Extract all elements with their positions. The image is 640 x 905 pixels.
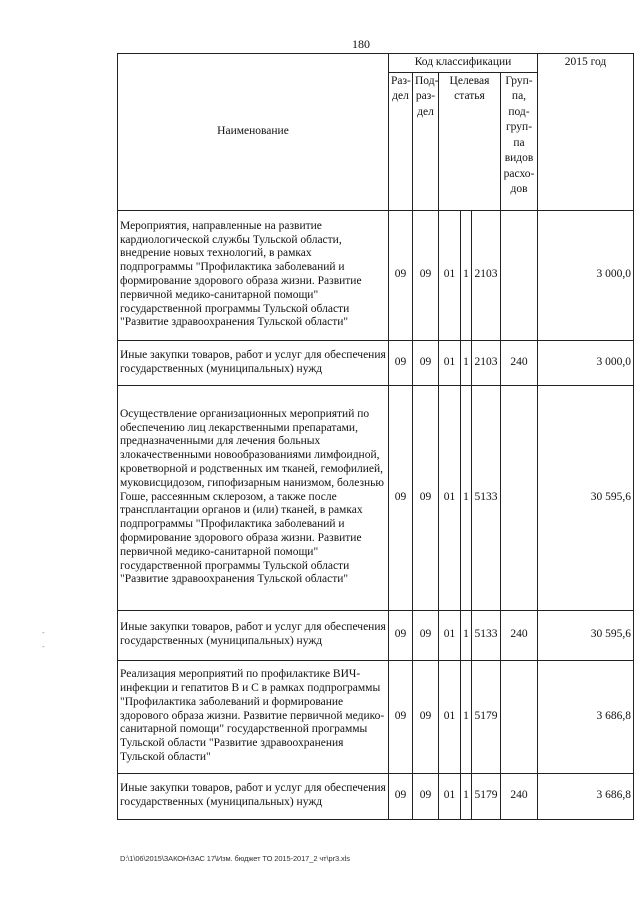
row-vid: 240 — [501, 610, 538, 660]
row-vid — [501, 660, 538, 773]
row-podrazdel: 09 — [413, 210, 439, 340]
row-podrazdel: 09 — [413, 385, 439, 610]
row-cs-subprogram: 1 — [461, 773, 472, 819]
page-number: 180 — [352, 37, 370, 51]
table-row — [118, 610, 634, 660]
row-name: Иные закупки товаров, работ и услуг для обеспечения государственных (муниципальных) нужд — [118, 340, 389, 385]
row-podrazdel: 09 — [413, 660, 439, 773]
row-cs-direction: 5179 — [472, 773, 501, 819]
table-row — [118, 385, 634, 610]
row-name: Мероприятия, направленные на развитие кардиологической службы Тульской области, внедрение новых технологий, в рамках подпрограммы "Профилактика заболеваний и формирование здорового образа жизни. Развитие первичной медико-санитарной помощи" государственной программы Тульской области "Развитие здравоохранения Тульской области" — [118, 210, 389, 340]
row-amount: 3 000,0 — [538, 340, 634, 385]
row-name: Иные закупки товаров, работ и услуг для обеспечения государственных (муниципальных) нужд — [118, 773, 389, 819]
row-cs-program: 01 — [439, 210, 461, 340]
row-cs-subprogram: 1 — [461, 660, 472, 773]
budget-table — [117, 53, 634, 820]
row-podrazdel: 09 — [413, 610, 439, 660]
row-razdel: 09 — [389, 773, 413, 819]
row-cs-direction: 5133 — [472, 610, 501, 660]
table-row — [118, 210, 634, 340]
table-row — [118, 340, 634, 385]
row-razdel: 09 — [389, 385, 413, 610]
row-name: Осуществление организационных мероприятий по обеспечению лиц лекарственными препаратами, предназначенными для лечения больных злокачественными новообразованиями лимфоидной, кроветворной и родственных им тканей, гемофилией, муковисцидозом, гипофизарным нанизмом, болезнью Гоше, рассеянным склерозом, а также после трансплантации органов и (или) тканей, в рамках подпрограммы "Профилактика заболеваний и формирование здорового образа жизни. Развитие первичной медико-санитарной помощи" государственной программы Тульской области "Развитие здравоохранения Тульской области" — [118, 385, 389, 610]
row-vid: 240 — [501, 773, 538, 819]
row-name: Иные закупки товаров, работ и услуг для обеспечения государственных (муниципальных) нужд — [118, 610, 389, 660]
row-cs-direction: 5133 — [472, 385, 501, 610]
header-razdel: Раз- дел — [389, 72, 413, 210]
row-cs-program: 01 — [439, 610, 461, 660]
row-razdel: 09 — [389, 340, 413, 385]
row-cs-direction: 2103 — [472, 340, 501, 385]
row-vid — [501, 210, 538, 340]
margin-mark: - — [42, 628, 45, 637]
header-podrazdel: Под- раз- дел — [413, 72, 439, 210]
row-amount: 30 595,6 — [538, 610, 634, 660]
margin-mark: - — [42, 642, 45, 651]
row-amount: 3 686,8 — [538, 773, 634, 819]
header-gruppa: Груп- па, под- груп- па видов расхо- дов — [501, 72, 538, 210]
header-code-classification: Код классификации — [389, 54, 538, 73]
row-cs-direction: 2103 — [472, 210, 501, 340]
header-celevaya-statya: Целевая статья — [439, 72, 501, 210]
row-cs-subprogram: 1 — [461, 610, 472, 660]
row-cs-subprogram: 1 — [461, 385, 472, 610]
row-name: Реализация мероприятий по профилактике ВИЧ-инфекции и гепатитов B и C в рамках подпрограммы "Профилактика заболеваний и формирование здорового образа жизни. Развитие первичной медико-санитарной помощи" государственной программы Тульской области "Развитие здравоохранения Тульской области" — [118, 660, 389, 773]
row-podrazdel: 09 — [413, 773, 439, 819]
row-vid: 240 — [501, 340, 538, 385]
row-cs-program: 01 — [439, 773, 461, 819]
header-name: Наименование — [118, 54, 389, 211]
row-razdel: 09 — [389, 660, 413, 773]
row-cs-program: 01 — [439, 660, 461, 773]
row-razdel: 09 — [389, 210, 413, 340]
row-vid — [501, 385, 538, 610]
row-cs-direction: 5179 — [472, 660, 501, 773]
row-cs-program: 01 — [439, 385, 461, 610]
row-amount: 3 686,8 — [538, 660, 634, 773]
row-amount: 30 595,6 — [538, 385, 634, 610]
table-row — [118, 773, 634, 819]
table-row — [118, 660, 634, 773]
row-cs-subprogram: 1 — [461, 210, 472, 340]
row-amount: 3 000,0 — [538, 210, 634, 340]
row-podrazdel: 09 — [413, 340, 439, 385]
row-cs-program: 01 — [439, 340, 461, 385]
header-year: 2015 год — [538, 54, 634, 211]
row-cs-subprogram: 1 — [461, 340, 472, 385]
footer-file-path: D:\1\06\2015\ЗАКОН\ЗАС 17\Изм. бюджет ТО 2015-2017_2 чт\pr3.xls — [120, 854, 350, 863]
row-razdel: 09 — [389, 610, 413, 660]
